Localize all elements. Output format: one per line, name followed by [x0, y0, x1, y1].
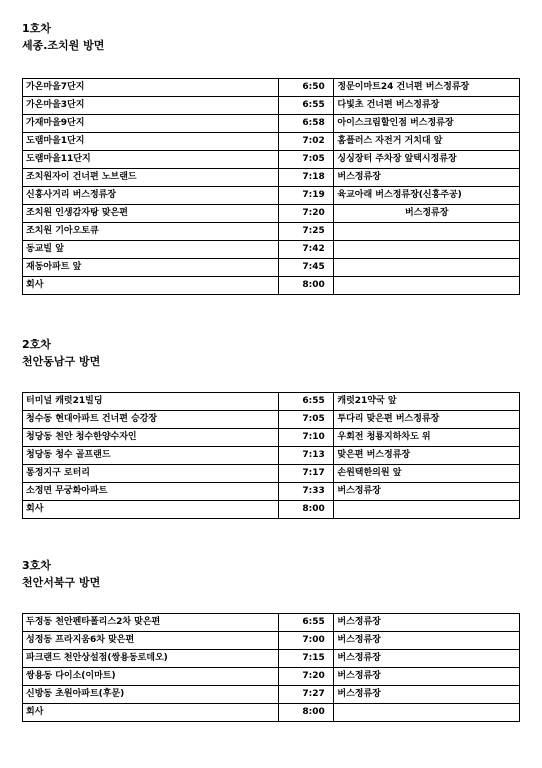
time-cell: 7:33 [278, 483, 334, 501]
stop-cell: 신흥사거리 버스정류장 [23, 187, 279, 205]
location-cell [334, 501, 520, 519]
time-cell: 6:55 [278, 97, 334, 115]
location-cell: 캐럿21약국 앞 [334, 393, 520, 411]
stop-cell: 파크랜드 천안상설점(쌍용동로데오) [23, 650, 279, 668]
table-row [23, 686, 520, 704]
time-cell: 7:25 [278, 223, 334, 241]
table-row [23, 133, 520, 151]
time-cell: 8:00 [278, 277, 334, 295]
route-1-table [22, 78, 520, 295]
stop-cell: 가온마을3단지 [23, 97, 279, 115]
stop-cell: 쌍용동 다이소(이마트) [23, 668, 279, 686]
stop-cell: 청당동 청수 골프랜드 [23, 447, 279, 465]
route-3-header [22, 557, 520, 591]
time-cell: 7:20 [278, 668, 334, 686]
stop-cell: 회사 [23, 277, 279, 295]
location-cell: 홈플러스 자전거 거치대 앞 [334, 133, 520, 151]
stop-cell: 도램마을1단지 [23, 133, 279, 151]
time-cell: 6:55 [278, 614, 334, 632]
time-cell: 7:13 [278, 447, 334, 465]
time-cell: 8:00 [278, 501, 334, 519]
stop-cell: 조치원 인생감자탕 맞은편 [23, 205, 279, 223]
location-cell [334, 277, 520, 295]
table-row [23, 277, 520, 295]
time-cell: 7:00 [278, 632, 334, 650]
location-cell [334, 259, 520, 277]
table-row [23, 259, 520, 277]
route-2-direction: 천안동남구 방면 [22, 355, 101, 368]
stop-cell: 터미널 캐럿21빌딩 [23, 393, 279, 411]
route-1-name: 1호차 [22, 22, 51, 35]
table-row [23, 79, 520, 97]
stop-cell: 두정동 천안펜타폴리스2차 맞은편 [23, 614, 279, 632]
time-cell: 7:05 [278, 411, 334, 429]
time-cell: 7:19 [278, 187, 334, 205]
location-cell [334, 223, 520, 241]
time-cell: 6:58 [278, 115, 334, 133]
table-row [23, 668, 520, 686]
table-row [23, 205, 520, 223]
location-cell: 버스정류장 [334, 169, 520, 187]
stop-cell: 가재마을9단지 [23, 115, 279, 133]
table-row [23, 223, 520, 241]
time-cell: 7:10 [278, 429, 334, 447]
stop-cell: 회사 [23, 704, 279, 722]
route-3-name: 3호차 [22, 559, 51, 572]
table-row [23, 704, 520, 722]
table-row [23, 614, 520, 632]
location-cell: 우회전 청룡지하차도 위 [334, 429, 520, 447]
stop-cell: 통정지구 로터리 [23, 465, 279, 483]
location-cell: 육교아래 버스정류장(신흥주공) [334, 187, 520, 205]
location-cell: 버스정류장 [334, 632, 520, 650]
table-row [23, 411, 520, 429]
stop-cell: 신방동 초원아파트(후문) [23, 686, 279, 704]
location-cell: 버스정류장 [334, 614, 520, 632]
table-row [23, 483, 520, 501]
route-2-name: 2호차 [22, 338, 51, 351]
location-cell: 투다리 맞은편 버스정류장 [334, 411, 520, 429]
time-cell: 6:55 [278, 393, 334, 411]
table-row [23, 151, 520, 169]
time-cell: 7:02 [278, 133, 334, 151]
location-cell: 정문이마트24 건너편 버스정류장 [334, 79, 520, 97]
stop-cell: 재동아파트 앞 [23, 259, 279, 277]
time-cell: 7:05 [278, 151, 334, 169]
location-cell [334, 241, 520, 259]
stop-cell: 청당동 천안 청수한양수자인 [23, 429, 279, 447]
location-cell: 싱싱장터 주차장 앞택시정류장 [334, 151, 520, 169]
route-2-header [22, 336, 520, 370]
table-row [23, 632, 520, 650]
table-row [23, 169, 520, 187]
table-row [23, 393, 520, 411]
location-cell: 버스정류장 [334, 650, 520, 668]
stop-cell: 동교빌 앞 [23, 241, 279, 259]
route-3-direction: 천안서북구 방면 [22, 576, 101, 589]
location-cell: 버스정류장 [334, 483, 520, 501]
time-cell: 8:00 [278, 704, 334, 722]
location-cell: 맞은편 버스정류장 [334, 447, 520, 465]
location-cell: 버스정류장 [334, 205, 520, 223]
table-row [23, 187, 520, 205]
time-cell: 7:20 [278, 205, 334, 223]
stop-cell: 회사 [23, 501, 279, 519]
route-1-direction: 세종.조치원 방면 [22, 39, 105, 52]
location-cell: 아이스크림할인점 버스정류장 [334, 115, 520, 133]
time-cell: 7:27 [278, 686, 334, 704]
table-row [23, 465, 520, 483]
table-row [23, 501, 520, 519]
location-cell: 다빛초 건너편 버스정류장 [334, 97, 520, 115]
table-row [23, 97, 520, 115]
time-cell: 7:42 [278, 241, 334, 259]
time-cell: 7:18 [278, 169, 334, 187]
table-row [23, 241, 520, 259]
stop-cell: 조치원자이 건너편 노브랜드 [23, 169, 279, 187]
route-2-table [22, 392, 520, 519]
table-row [23, 115, 520, 133]
route-3-table [22, 613, 520, 722]
location-cell [334, 704, 520, 722]
location-cell: 손원택한의원 앞 [334, 465, 520, 483]
route-1-header [22, 20, 520, 54]
time-cell: 7:45 [278, 259, 334, 277]
location-cell: 버스정류장 [334, 686, 520, 704]
stop-cell: 청수동 현대아파트 건너편 승강장 [23, 411, 279, 429]
time-cell: 6:50 [278, 79, 334, 97]
stop-cell: 성정동 프라지움6차 맞은편 [23, 632, 279, 650]
stop-cell: 도램마을11단지 [23, 151, 279, 169]
stop-cell: 소정면 무궁화아파트 [23, 483, 279, 501]
table-row [23, 447, 520, 465]
stop-cell: 조치원 기아오토큐 [23, 223, 279, 241]
stop-cell: 가온마을7단지 [23, 79, 279, 97]
time-cell: 7:15 [278, 650, 334, 668]
location-cell: 버스정류장 [334, 668, 520, 686]
time-cell: 7:17 [278, 465, 334, 483]
table-row [23, 650, 520, 668]
table-row [23, 429, 520, 447]
